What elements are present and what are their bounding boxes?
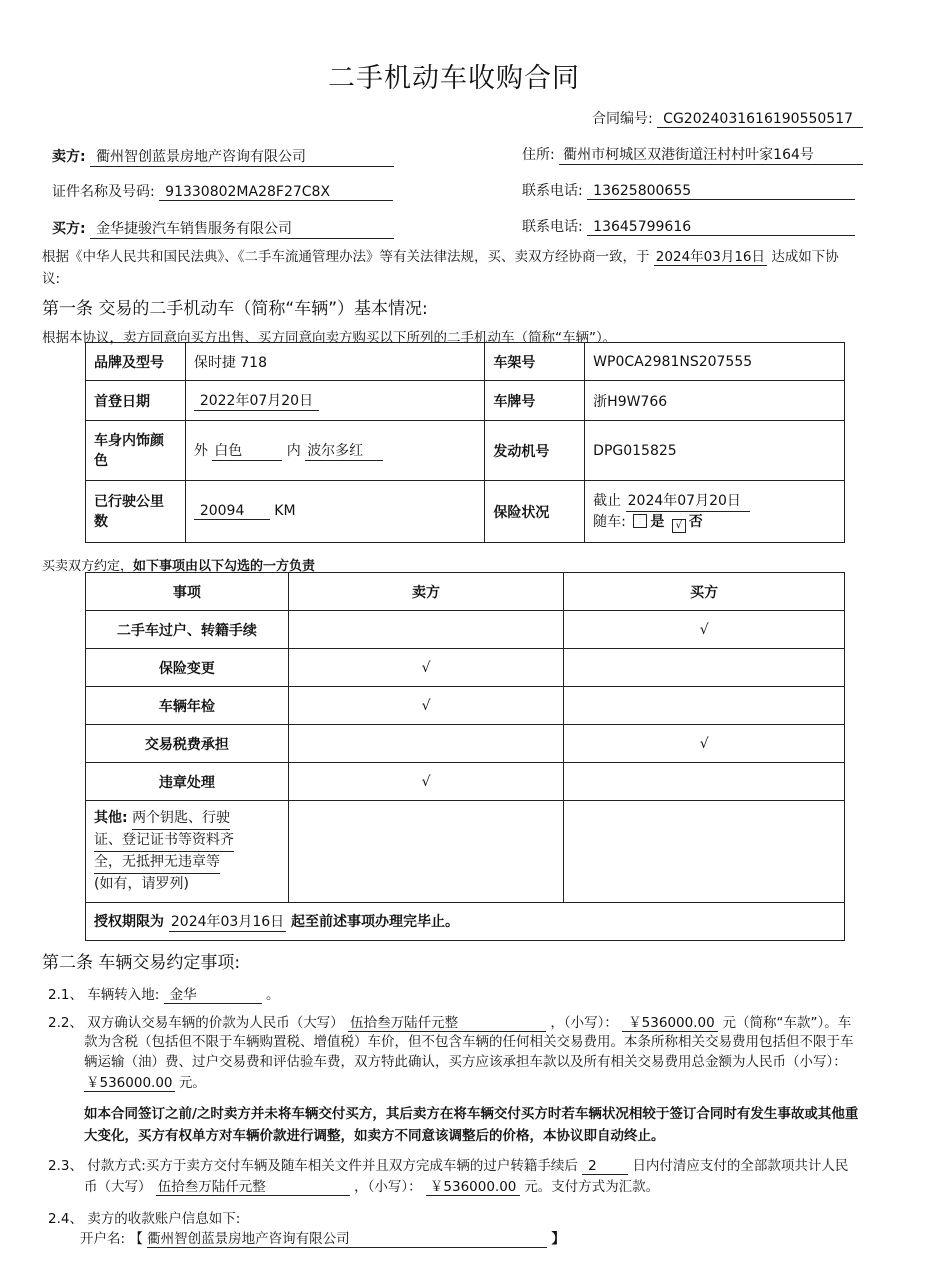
resp-header-item: 事项 <box>86 573 289 611</box>
no-label: 否 <box>688 513 703 530</box>
buyer-phone: 13645799616 <box>587 219 855 236</box>
id-value: 91330802MA28F27C8X <box>159 184 393 201</box>
vin-label: 车架号 <box>485 343 585 381</box>
buyer-row <box>52 218 394 239</box>
resp-item: 保险变更 <box>86 649 289 687</box>
plate-label: 车牌号 <box>485 381 585 421</box>
article-1-title: 第一条 交易的二手机动车（简称“车辆”）基本情况: <box>42 299 428 319</box>
insurance-date: 2024年07月20日 <box>626 491 750 512</box>
payment-words: 伍拾叁万陆仟元整 <box>156 1175 350 1196</box>
contract-no-label: 合同编号: <box>592 111 653 127</box>
total-amount: ￥536000.00 <box>84 1071 175 1092</box>
clause-2-3-l2c: 元。支付方式为汇款。 <box>524 1179 660 1195</box>
resp-intro-bold: 如下事项由以下勾选的一方负责 <box>133 559 316 574</box>
brand-label: 品牌及型号 <box>86 343 186 381</box>
intro-post: 达成如下协 <box>771 249 839 265</box>
clause-2-2-line-3: 辆运输（油）费、过户交易费和评估验车费，双方特此确认，买方应该承担车款以及所有相关交易费用总金额为人民币（小写）： <box>84 1054 847 1070</box>
price-number: ￥536000.00 <box>622 1011 718 1032</box>
buyer-phone-row <box>522 216 855 236</box>
vehicle-row-mileage <box>86 481 845 543</box>
reg-date-value: 2022年07月20日 <box>194 390 319 411</box>
resp-seller-check[interactable]: √ <box>288 763 564 801</box>
id-label: 证件名称及号码: <box>52 184 155 200</box>
resp-item: 二手车过户、转籍手续 <box>86 611 289 649</box>
yes-label: 是 <box>650 513 665 530</box>
other-note: (如有，请罗列) <box>94 876 189 892</box>
mileage-unit: KM <box>274 503 296 519</box>
resp-header-seller: 卖方 <box>288 573 564 611</box>
account-bracket-close: 】 <box>551 1231 565 1247</box>
color-label-2: 色 <box>94 452 108 469</box>
clause-2-1-no: 2.1、 <box>48 987 83 1003</box>
seller-phone-label: 联系电话: <box>522 183 583 199</box>
color-label <box>86 421 186 481</box>
resp-buyer-check[interactable] <box>564 763 845 801</box>
checkbox-yes[interactable] <box>633 514 647 528</box>
vehicle-row-reg <box>86 381 845 421</box>
id-row <box>52 181 393 201</box>
article-2-title: 第二条 车辆交易约定事项: <box>42 953 241 973</box>
other-label: 其他: <box>94 810 128 826</box>
buyer-phone-label: 联系电话: <box>522 219 583 235</box>
clause-2-3-line-1 <box>48 1154 848 1175</box>
vin-value: WP0CA2981NS207555 <box>585 343 845 381</box>
with-car-label: 随车: <box>593 513 626 530</box>
table-row <box>86 649 845 687</box>
int-prefix: 内 <box>286 443 301 459</box>
clause-2-2-p1: 双方确认交易车辆的价款为人民币（大写） <box>87 1015 344 1031</box>
price-words: 伍拾叁万陆仟元整 <box>348 1011 546 1032</box>
seller-row <box>52 146 394 167</box>
clause-2-1-label: 车辆转入地: <box>87 987 160 1003</box>
intro-pre: 根据《中华人民共和国民法典》、《二手车流通管理办法》等有关法律法规，买、卖双方经协商一致，于 <box>42 249 650 265</box>
seller-phone-row <box>522 180 855 200</box>
resp-buyer-check[interactable] <box>564 649 845 687</box>
engine-label: 发动机号 <box>485 421 585 481</box>
vehicle-table <box>85 342 845 543</box>
mileage-value: 20094 <box>194 503 270 520</box>
resp-buyer-check[interactable]: √ <box>564 725 845 763</box>
account-name-row <box>80 1227 565 1248</box>
mileage-label-1: 已行驶公里 <box>94 493 164 510</box>
address-row <box>522 144 863 165</box>
resp-seller-check[interactable]: √ <box>288 649 564 687</box>
resp-other-row <box>86 801 845 903</box>
insurance-prefix: 截止 <box>593 492 622 509</box>
contract-no-value: CG2024031616190550517 <box>657 111 863 128</box>
clause-2-2-p2: ，（小写）： <box>550 1015 618 1031</box>
total-amount-end: 元。 <box>178 1075 206 1091</box>
clause-2-4-no: 2.4、 <box>48 1211 83 1227</box>
resp-auth-row <box>86 903 845 941</box>
responsibility-table <box>85 572 845 941</box>
resp-intro-text: 买卖双方约定， <box>42 559 134 574</box>
int-color: 波尔多红 <box>305 440 383 461</box>
table-row <box>86 725 845 763</box>
ext-color: 白色 <box>212 440 282 461</box>
seller-name: 衢州智创蓝景房地产咨询有限公司 <box>90 146 394 167</box>
contract-no <box>592 108 863 128</box>
color-label-1: 车身内饰颜 <box>94 432 164 449</box>
resp-item: 违章处理 <box>86 763 289 801</box>
adjustment-clause-line-1: 如本合同签订之前/之时卖方并未将车辆交付买方，其后卖方在将车辆交付买方时若车辆状况相较于签订合同时有发生事故或其他重 <box>84 1106 859 1122</box>
checkbox-no[interactable]: √ <box>672 519 686 533</box>
brand-value: 保时捷 718 <box>185 343 485 381</box>
insurance-label: 保险状况 <box>485 481 585 543</box>
auth-pre: 授权期限为 <box>94 914 164 930</box>
seller-phone: 13625800655 <box>587 183 855 200</box>
article-1-desc: 根据本协议，卖方同意向买方出售、买方同意向卖方购买以下所列的二手机动车（简称“车辆”）。 <box>42 330 617 346</box>
resp-seller-check[interactable]: √ <box>288 687 564 725</box>
account-name: 衢州智创蓝景房地产咨询有限公司 <box>147 1227 547 1248</box>
buyer-label: 买方: <box>52 221 86 237</box>
clause-2-3-l2b: ，（小写）： <box>354 1179 422 1195</box>
resp-seller-check[interactable] <box>288 611 564 649</box>
resp-other-buyer[interactable] <box>564 801 845 903</box>
clause-2-3-l2a: 币（大写） <box>84 1179 152 1195</box>
vehicle-row-color <box>86 421 845 481</box>
auth-date: 2024年03月16日 <box>169 911 286 932</box>
account-bracket-open: 【 <box>129 1231 143 1247</box>
plate-value: 浙H9W766 <box>585 381 845 421</box>
clause-2-2-line-1 <box>48 1011 851 1032</box>
clause-2-3-line-2 <box>84 1175 659 1196</box>
intro-date: 2024年03月16日 <box>654 245 767 266</box>
resp-header-row <box>86 573 845 611</box>
address-label: 住所: <box>522 147 555 163</box>
table-row <box>86 763 845 801</box>
table-row <box>86 687 845 725</box>
address-value: 衢州市柯城区双港街道汪村村叶家164号 <box>559 144 863 165</box>
other-line-1: 两个钥匙、行驶 <box>132 808 230 830</box>
engine-value: DPG015825 <box>585 421 845 481</box>
clause-2-1 <box>48 983 279 1004</box>
clause-2-4 <box>48 1207 240 1227</box>
adjustment-clause-line-2: 大变化，买方有权单方对车辆价款进行调整，如卖方不同意该调整后的价格，本协议即自动终止。 <box>84 1128 665 1144</box>
ext-prefix: 外 <box>193 443 208 459</box>
table-row <box>86 611 845 649</box>
resp-item: 车辆年检 <box>86 687 289 725</box>
resp-buyer-check[interactable] <box>564 687 845 725</box>
resp-seller-check[interactable] <box>288 725 564 763</box>
resp-other-seller[interactable] <box>288 801 564 903</box>
other-line-3: 全，无抵押无违章等 <box>94 852 220 874</box>
clause-2-1-value: 金华 <box>164 983 262 1004</box>
clause-2-2-line-2: 款为含税（包括但不限于车辆购置税、增值税）车价，但不包含车辆的任何相关交易费用。本条所称相关交易费用包括但不限于车 <box>84 1034 854 1050</box>
clause-2-3-p2: 日内付清应支付的全部款项共计人民 <box>632 1158 849 1174</box>
auth-cell <box>86 903 845 941</box>
clause-2-2-p3: 元（简称“车款”）。车 <box>722 1015 852 1031</box>
resp-header-buyer: 买方 <box>564 573 845 611</box>
auth-post: 起至前述事项办理完毕止。 <box>291 914 460 930</box>
payment-days: 2 <box>582 1158 628 1175</box>
clause-2-3-p1: 付款方式:买方于卖方交付车辆及随车相关文件并且双方完成车辆的过户转籍手续后 <box>87 1158 578 1174</box>
clause-2-2-line-4 <box>84 1071 206 1092</box>
mileage-label-2: 数 <box>94 513 108 530</box>
clause-2-4-label: 卖方的收款账户信息如下: <box>87 1211 241 1227</box>
seller-label: 卖方: <box>52 149 86 165</box>
resp-item: 交易税费承担 <box>86 725 289 763</box>
clause-2-1-end: 。 <box>265 987 280 1003</box>
other-line-2: 证、登记证书等资料齐 <box>94 830 234 852</box>
payment-number: ￥536000.00 <box>426 1175 520 1196</box>
contract-title: 二手机动车收购合同 <box>328 63 580 94</box>
vehicle-row-brand <box>86 343 845 381</box>
buyer-name: 金华捷骏汽车销售服务有限公司 <box>90 218 394 239</box>
clause-2-2-no: 2.2、 <box>48 1015 83 1031</box>
resp-other-cell <box>86 801 289 903</box>
intro-line-1 <box>42 245 839 266</box>
intro-line-2: 议: <box>42 271 61 287</box>
account-label: 开户名: <box>80 1231 126 1247</box>
resp-buyer-check[interactable]: √ <box>564 611 845 649</box>
clause-2-3-no: 2.3、 <box>48 1158 83 1174</box>
mileage-label <box>86 481 186 543</box>
reg-date-label: 首登日期 <box>86 381 186 421</box>
